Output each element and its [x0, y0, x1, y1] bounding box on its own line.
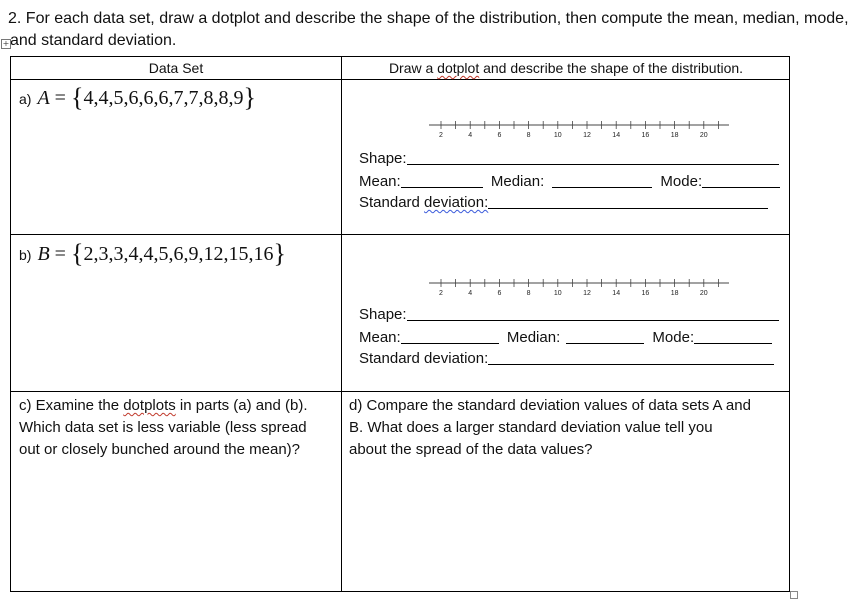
- axis-tick-label: 2: [439, 132, 443, 139]
- part-d-question: d) Compare the standard deviation values of data sets A and B. What does a larger standard deviation value tell you about the spread of the data values?: [349, 397, 751, 458]
- number-line-b-svg: [429, 273, 739, 303]
- axis-tick-label: 8: [526, 290, 531, 297]
- axis-tick-label: 14: [612, 290, 621, 297]
- set-a-values: 4,4,5,6,6,6,7,7,8,8,9: [83, 87, 244, 109]
- axis-tick-label: 14: [612, 132, 621, 139]
- axis-tick-label: 20: [699, 290, 708, 297]
- shape-field-a[interactable]: Shape:: [359, 149, 779, 169]
- axis-tick-label: 6: [497, 290, 502, 297]
- part-c-question: c) Examine the dotplots in parts (a) and (b). Which data set is less variable (less spread out or closely bunched around the mean)?: [19, 397, 308, 458]
- row-divider: [11, 234, 789, 235]
- axis-tick-label: 6: [497, 132, 502, 139]
- stddev-field-b[interactable]: Standard deviation:: [359, 349, 774, 369]
- axis-tick-label: 4: [468, 290, 473, 297]
- mean-median-mode-a[interactable]: Mean: Median: Mode:: [359, 172, 780, 192]
- table-move-handle-icon[interactable]: +: [2, 39, 10, 48]
- worksheet-table: [10, 56, 790, 592]
- shape-field-b[interactable]: Shape:: [359, 305, 779, 325]
- row-divider: [11, 79, 789, 80]
- axis-tick-label: 10: [553, 132, 562, 139]
- header-data-set: Data Set: [148, 60, 204, 76]
- axis-tick-label: 12: [583, 132, 591, 139]
- header-dotplot: Draw a dotplot and describe the shape of the distribution.: [388, 60, 744, 76]
- axis-tick-label: 10: [553, 290, 562, 297]
- question-prompt: [8, 8, 863, 52]
- question-line-1: 2. For each data set, draw a dotplot and describe the shape of the distribution, then compute the mean, median, mode,: [8, 10, 849, 27]
- mean-median-mode-b[interactable]: Mean: Median: Mode:: [359, 328, 772, 348]
- number-line-b: [429, 273, 739, 303]
- axis-tick-label: 16: [641, 290, 650, 297]
- row-divider: [11, 391, 789, 392]
- question-line-2: and standard deviation.: [10, 32, 177, 49]
- axis-tick-label: 4: [468, 132, 473, 139]
- axis-tick-label: 18: [670, 290, 679, 297]
- set-b-prefix: b): [19, 247, 32, 263]
- axis-tick-label: 18: [670, 132, 679, 139]
- set-b-label: b) B = {2,3,3,4,4,5,6,9,12,15,16}: [19, 239, 286, 268]
- set-a-label: a) A = {4,4,5,6,6,6,7,7,8,8,9}: [19, 83, 256, 112]
- number-line-a: [429, 115, 739, 145]
- set-b-values: 2,3,3,4,4,5,6,9,12,15,16: [83, 243, 274, 265]
- set-b-variable: B: [37, 243, 50, 265]
- set-a-prefix: a): [19, 91, 32, 107]
- table-resize-handle-icon[interactable]: [790, 591, 798, 599]
- axis-tick-label: 2: [439, 290, 443, 297]
- axis-tick-label: 8: [526, 132, 531, 139]
- axis-tick-label: 16: [641, 132, 650, 139]
- number-line-a-svg: [429, 115, 739, 145]
- axis-tick-label: 20: [699, 132, 708, 139]
- column-divider: [341, 57, 342, 591]
- stddev-field-a[interactable]: Standard deviation:: [359, 193, 768, 213]
- axis-tick-label: 12: [583, 290, 591, 297]
- set-a-variable: A: [37, 87, 50, 109]
